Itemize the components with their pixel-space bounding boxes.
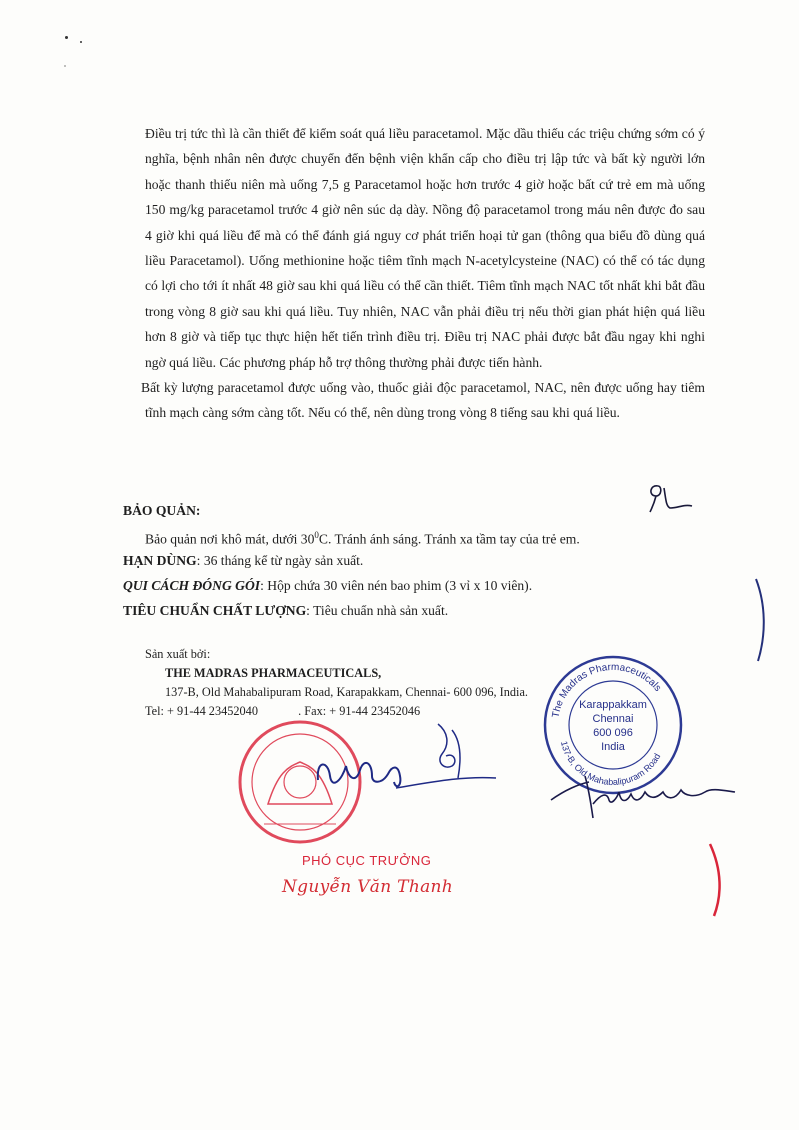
overdose-treatment-section bbox=[141, 121, 705, 426]
official-name: Nguyễn Văn Thanh bbox=[282, 877, 454, 897]
quality-standard: TIÊU CHUẨN CHẤT LƯỢNG: Tiêu chuẩn nhà sản xuất. bbox=[123, 603, 449, 618]
packaging: QUI CÁCH ĐÓNG GÓI: Hộp chứa 30 viên nén bao phim (3 vỉ x 10 viên). bbox=[123, 578, 533, 593]
official-title: PHÓ CỤC TRƯỞNG bbox=[302, 853, 432, 868]
seal-line-4: India bbox=[601, 741, 625, 753]
manufacturer-fax: . Fax: + 91-44 23452046 bbox=[298, 704, 421, 718]
seal-line-3: 600 096 bbox=[593, 727, 633, 739]
seal-line-1: Karappakkam bbox=[579, 699, 647, 711]
seal-bottom-arc: 137-B, Old Mahabalipuram Road bbox=[558, 740, 663, 788]
official-signature bbox=[312, 718, 502, 808]
paragraph-antidote: Bất kỳ lượng paracetamol được uống vào, thuốc giải độc paracetamol, NAC, nên được uống hay tiêm tĩnh mạch càng sớm càng tốt. Nếu có thể, nên dùng trong vòng 8 tiếng sau khi quá liều. bbox=[141, 380, 705, 421]
storage-text: Bảo quản nơi khô mát, dưới $30^0C$. Tránh ánh sáng. Tránh xa tầm tay của trẻ em. bbox=[145, 530, 580, 547]
paragraph-overdose-treatment: Điều trị tức thì là cần thiết để kiểm soát quá liều paracetamol. Mặc dầu thiếu các triệu chứng sớm có ý nghĩa, bệnh nhân nên được chuyển đến bệnh viện khẩn cấp cho điều trị lập tức và bất kỳ người lớn hoặc thanh thiếu niên mà uống 7,5 g Paracetamol hoặc hơn trước 4 giờ hoặc bất cứ trẻ em mà uống 150 mg/kg paracetamol trước 4 giờ nên súc dạ dày. Nồng độ paracetamol trong máu nên được đo sau 4 giờ khi quá liều để mà có thể đánh giá nguy cơ phát triển hoại tử gan (thông qua biểu đồ dùng quá liều Paracetamol). Uống methionine hoặc tiêm tĩnh mạch N-acetylcysteine (NAC) có thể có tác dụng có lợi cho tới ít nhất 48 giờ sau khi quá liều có thể cần thiết. Tiêm tĩnh mạch NAC tốt nhất khi bắt đầu trong vòng 8 giờ sau khi quá liều. Tuy nhiên, NAC vẫn phải điều trị nếu thời gian phát hiện quá liều hơn 8 giờ và tiếp tục thực hiện hết tiến trình điều trị. Điều trị NAC phải được bắt đầu ngay khi nghi ngờ quá liều. Các phương pháp hỗ trợ thông thường phải được tiến hành. bbox=[145, 126, 705, 370]
margin-red-mark bbox=[700, 840, 730, 920]
seal-top-arc: The Madras Pharmaceuticals bbox=[550, 661, 664, 719]
manufacturer-tel: Tel: + 91-44 23452040 bbox=[145, 704, 258, 718]
manufacturer-intro: Sản xuất bởi: bbox=[145, 647, 211, 661]
storage-heading: BẢO QUẢN: bbox=[123, 503, 201, 518]
margin-bracket-mark bbox=[752, 575, 772, 665]
initials-signature bbox=[640, 478, 700, 518]
shelf-life: HẠN DÙNG: 36 tháng kể từ ngày sản xuất. bbox=[123, 553, 364, 568]
seal-line-2: Chennai bbox=[592, 713, 634, 725]
manufacturer-name: THE MADRAS PHARMACEUTICALS, bbox=[165, 666, 382, 680]
company-signature bbox=[545, 770, 745, 825]
manufacturer-address: 137-B, Old Mahabalipuram Road, Karapakkam, Chennai- 600 096, India. bbox=[165, 685, 529, 699]
manufacturer-block bbox=[145, 645, 528, 721]
